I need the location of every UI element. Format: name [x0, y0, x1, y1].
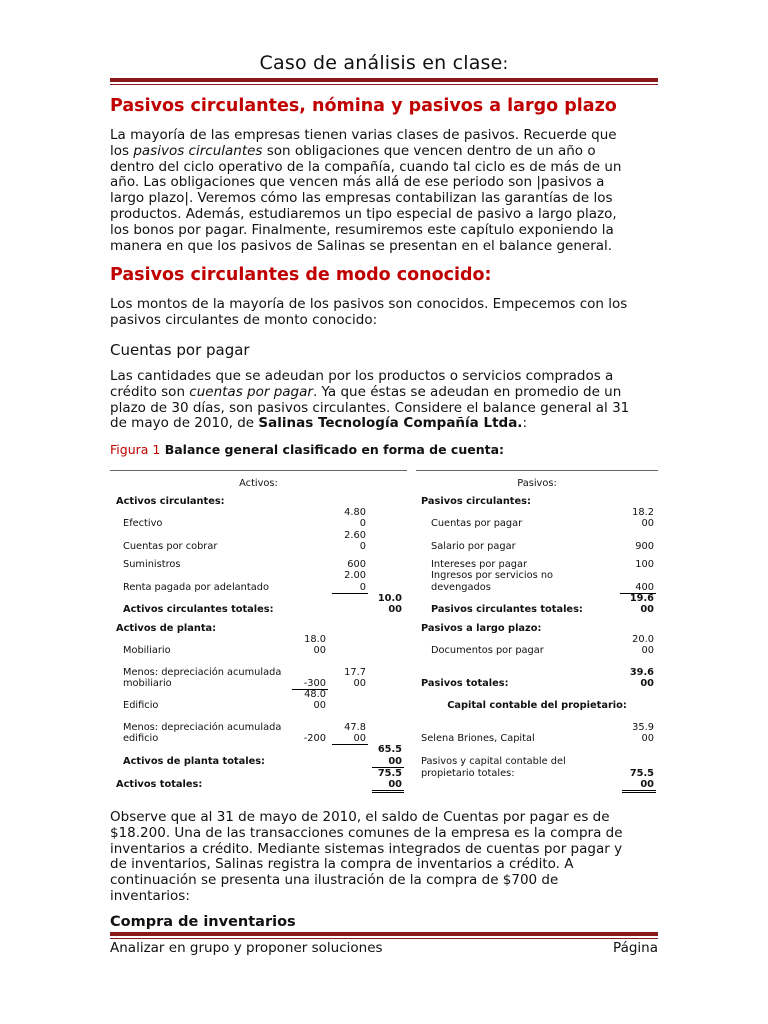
- liab-current-title: Pasivos circulantes:: [421, 496, 531, 507]
- renta-underline: [332, 593, 368, 594]
- plant-total-value-1: 65.5: [377, 744, 402, 755]
- text-line: año. Las obligaciones que vencen más allá de ese periodo son |pasivos a: [110, 174, 605, 191]
- current-total-value-2: 00: [388, 604, 402, 615]
- documentos-value-1: 20.0: [632, 634, 654, 645]
- text-line: inventarios:: [110, 887, 190, 904]
- capital-label: Selena Briones, Capital: [421, 733, 535, 744]
- capital-value-2: 00: [641, 733, 654, 744]
- total-le-value-2: 00: [640, 779, 654, 790]
- assets-total-label: Activos totales:: [116, 779, 203, 790]
- text-line: largo plazo|. Veremos cómo las empresas contabilizan las garantías de los: [110, 190, 613, 207]
- documentos-value-2: 00: [641, 645, 654, 656]
- footer-left-text: Analizar en grupo y proponer soluciones: [110, 940, 383, 956]
- ingresos-label-1: Ingresos por servicios no: [431, 570, 554, 581]
- liab-total-value-1: 39.6: [629, 667, 654, 678]
- text-line: inventarios a crédito. Mediante sistemas integrados de cuentas por pagar y: [110, 840, 623, 857]
- text-line: manera en que los pasivos de Salinas se presentan en el balance general.: [110, 237, 613, 254]
- dep-mob-label-1: Menos: depreciación acumulada: [123, 667, 282, 678]
- section-title: Pasivos circulantes, nómina y pasivos a largo plazo: [110, 96, 617, 116]
- total-le-underline-2: [622, 792, 656, 793]
- page-header-title: Caso de análisis en clase:: [259, 52, 509, 74]
- lt-title: Pasivos a largo plazo:: [421, 623, 542, 634]
- salario-value: 900: [635, 541, 654, 552]
- dep-edif-label-1: Menos: depreciación acumulada: [123, 722, 282, 733]
- footer-rule-thin: [110, 938, 658, 939]
- subheading-compra-inventarios: Compra de inventarios: [110, 914, 296, 930]
- efectivo-label: Efectivo: [123, 518, 163, 529]
- header-rule-thin: [110, 84, 658, 85]
- ingresos-value: 400: [635, 582, 654, 593]
- mobiliario-label: Mobiliario: [123, 645, 171, 656]
- liab-current-total-1: 19.6: [629, 593, 654, 604]
- intro-paragraph: [110, 128, 658, 254]
- text-line: continuación se presenta una ilustración de la compra de $700 de: [110, 872, 559, 889]
- dep-mob-value: -300: [303, 678, 326, 689]
- text-line: La mayoría de las empresas tienen varias clases de pasivos. Recuerde que: [110, 127, 617, 143]
- mobiliario-value-2: 00: [313, 645, 326, 656]
- suministros-value: 600: [347, 559, 366, 570]
- intereses-label: Intereses por pagar: [431, 559, 527, 570]
- liab-current-total-2: 00: [640, 604, 654, 615]
- text-line: plazo de 30 días, son pasivos circulantes. Considere el balance general al 31: [110, 399, 630, 416]
- cxp-value-1: 18.2: [632, 507, 654, 518]
- assets-total-underline-2: [372, 792, 404, 793]
- header-rule: [110, 78, 658, 82]
- text-line: pasivos circulantes de monto conocido:: [110, 311, 378, 328]
- text-line: los pasivos circulantes son obligaciones que vencen dentro de un año o: [110, 142, 596, 159]
- cxc-label: Cuentas por cobrar: [123, 541, 218, 552]
- dep-mob-net-2: 00: [353, 678, 366, 689]
- text-line: dentro del ciclo operativo de la compañía, cuando tal ciclo es de más de un: [110, 158, 622, 175]
- dep-mob-net-1: 17.7: [344, 667, 366, 678]
- total-le-value-1: 75.5: [629, 768, 654, 779]
- renta-label: Renta pagada por adelantado: [123, 582, 269, 593]
- liabilities-top-rule: [416, 470, 658, 471]
- plant-total-value-2: 00: [388, 756, 402, 767]
- equity-title: Capital contable del propietario:: [447, 700, 627, 711]
- efectivo-value-2: 0: [359, 518, 366, 529]
- edificio-label: Edificio: [123, 700, 159, 711]
- section-title-conocido: Pasivos circulantes de modo conocido:: [110, 265, 492, 285]
- renta-value-1: 2.00: [344, 570, 366, 581]
- text-line: Los montos de la mayoría de los pasivos son conocidos. Empecemos con los: [110, 296, 628, 312]
- dep-edif-value: -200: [303, 733, 326, 744]
- figure-caption: [110, 442, 504, 457]
- current-total-value-1: 10.0: [377, 593, 402, 604]
- page-footer: [110, 940, 658, 956]
- assets-total-underline-1: [372, 790, 404, 791]
- cxp-value-2: 00: [641, 518, 654, 529]
- assets-total-value-2: 00: [388, 779, 402, 790]
- intereses-value: 100: [635, 559, 654, 570]
- observe-paragraph: [110, 810, 658, 905]
- conocido-paragraph: [110, 297, 658, 329]
- text-line: $18.200. Una de las transacciones comunes de la empresa es la compra de: [110, 824, 623, 841]
- dep-edif-label-2: edificio: [123, 733, 159, 744]
- documentos-label: Documentos por pagar: [431, 645, 544, 656]
- cuentas-paragraph: [110, 369, 658, 432]
- edificio-value-2: 00: [313, 700, 326, 711]
- text-line: los bonos por pagar. Finalmente, resumiremos este capítulo exponiendo la: [110, 221, 614, 238]
- mobiliario-value-1: 18.0: [304, 634, 326, 645]
- total-le-label-2: propietario totales:: [421, 768, 515, 779]
- capital-value-1: 35.9: [632, 722, 654, 733]
- text-line: de mayo de 2010, de Salinas Tecnología Compañía Ltda.:: [110, 415, 528, 432]
- figure-label: Figura 1: [110, 442, 161, 457]
- dep-edif-net-2: 00: [353, 733, 366, 744]
- footer-rule: [110, 932, 658, 936]
- text-line: Observe que al 31 de mayo de 2010, el saldo de Cuentas por pagar es de: [110, 809, 610, 825]
- suministros-label: Suministros: [123, 559, 181, 570]
- efectivo-value-1: 4.80: [344, 507, 366, 518]
- liab-total-label: Pasivos totales:: [421, 678, 509, 689]
- liabilities-header: Pasivos:: [517, 478, 557, 489]
- cxp-label: Cuentas por pagar: [431, 518, 523, 529]
- document-page: [110, 0, 658, 1024]
- text-line: productos. Además, estudiaremos un tipo especial de pasivo a largo plazo,: [110, 205, 617, 222]
- assets-current-title: Activos circulantes:: [116, 496, 225, 507]
- figure-caption-text: Balance general clasificado en forma de cuenta:: [164, 442, 505, 457]
- assets-top-rule: [110, 470, 407, 471]
- plant-title: Activos de planta:: [116, 623, 217, 634]
- liab-current-total-label: Pasivos circulantes totales:: [431, 604, 583, 615]
- liab-total-value-2: 00: [640, 678, 654, 689]
- salario-label: Salario por pagar: [431, 541, 516, 552]
- current-total-label: Activos circulantes totales:: [123, 604, 274, 615]
- dep-edif-net-1: 47.8: [344, 722, 366, 733]
- text-line: Las cantidades que se adeudan por los productos o servicios comprados a: [110, 368, 614, 384]
- total-le-underline-1: [622, 790, 656, 791]
- assets-header: Activos:: [239, 478, 278, 489]
- dep-mob-label-2: mobiliario: [123, 678, 172, 689]
- cxc-value-1: 2.60: [344, 530, 366, 541]
- edificio-value-1: 48.0: [304, 689, 326, 700]
- total-le-label-1: Pasivos y capital contable del: [421, 756, 566, 767]
- ingresos-label-2: devengados: [431, 582, 491, 593]
- dep-edif-underline: [332, 744, 368, 745]
- text-line: crédito son cuentas por pagar. Ya que éstas se adeudan en promedio de un: [110, 383, 622, 400]
- footer-page-label: Página: [613, 940, 658, 956]
- assets-total-value-1: 75.5: [377, 768, 402, 779]
- plant-total-label: Activos de planta totales:: [123, 756, 265, 767]
- subheading-cuentas-por-pagar: Cuentas por pagar: [110, 341, 250, 359]
- text-line: de inventarios, Salinas registra la compra de inventarios a crédito. A: [110, 856, 574, 873]
- cxc-value-2: 0: [359, 541, 366, 552]
- renta-value-2: 0: [359, 582, 366, 593]
